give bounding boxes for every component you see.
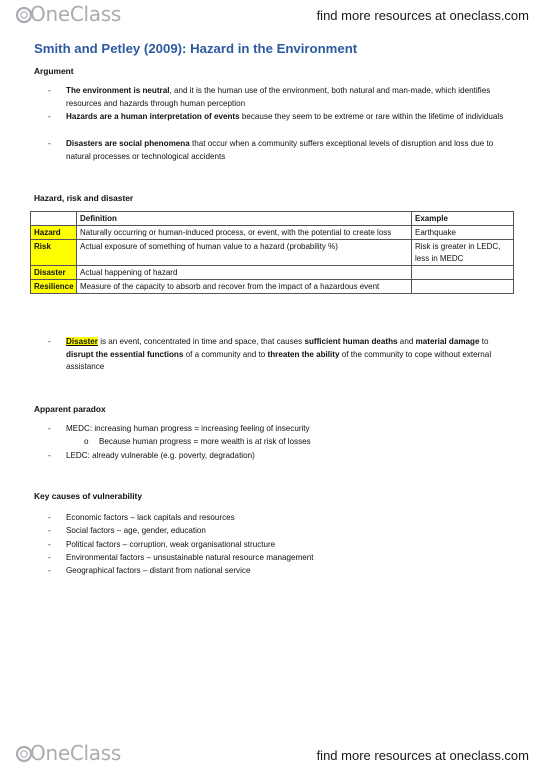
bullet: - (48, 566, 51, 575)
bullet: - (48, 526, 51, 535)
term-cell: Risk (31, 240, 77, 265)
bullet: - (48, 451, 51, 460)
example-cell: Risk is greater in LEDC, less in MEDC (412, 240, 514, 265)
disaster-definition (66, 336, 512, 374)
bold-run: sufficient human deaths (304, 337, 398, 346)
table-header-cell: Example (412, 212, 514, 226)
table-row (31, 240, 514, 265)
sub-bullet: o (84, 437, 89, 446)
table-row (31, 226, 514, 240)
bullet: - (48, 86, 51, 95)
text-run: of the community to cope without external assistance (66, 349, 492, 372)
text-run: is an event, concentrated in time and space, that causes (97, 337, 305, 346)
page-title: Smith and Petley (2009): Hazard in the Environment (34, 41, 358, 56)
oneclass-logo (15, 741, 121, 765)
bold-run: material damage (415, 337, 480, 346)
text-run: and (397, 337, 416, 346)
table-row (31, 265, 514, 279)
argument-item (66, 138, 512, 163)
oneclass-logo (15, 2, 121, 26)
text-run: of a community and to (183, 349, 268, 359)
hrd-heading: Hazard, risk and disaster (34, 193, 134, 203)
term-cell: Disaster (31, 265, 77, 279)
bullet: - (48, 424, 51, 433)
example-cell (412, 265, 514, 279)
bullet: - (48, 540, 51, 549)
hrd-table (30, 211, 514, 294)
paradox-ledc: LEDC: already vulnerable (e.g. poverty, degradation) (66, 451, 255, 460)
table-header-cell (31, 212, 77, 226)
argument-item-bold: The environment is neutral (66, 86, 170, 95)
list-item: Political factors – corruption, weak organisational structure (66, 540, 276, 549)
bold-run: disrupt the essential functions (66, 349, 184, 359)
table-header-row (31, 212, 514, 226)
paradox-heading: Apparent paradox (34, 404, 106, 414)
list-item: Geographical factors – distant from national service (66, 566, 251, 575)
argument-item-text: , and it is the human use of the environment, both natural and man-made, which identifies resources and hazards through human perception (66, 86, 491, 108)
example-cell (412, 280, 514, 294)
find-resources-link[interactable]: find more resources at oneclass.com (316, 8, 529, 23)
find-resources-link[interactable]: find more resources at oneclass.com (316, 748, 529, 763)
logo-text: OneClass (30, 741, 121, 765)
list-item: Environmental factors – unsustainable natural resource management (66, 553, 314, 562)
argument-item-bold: Disasters are social phenomena (66, 139, 190, 148)
argument-item-text: that occur when a community suffers exceptional levels of disruption and loss due to natural processes or technological accidents (66, 139, 494, 161)
table-header-cell: Definition (77, 212, 412, 226)
paradox-medc-sub: Because human progress = more wealth is at risk of losses (99, 437, 311, 446)
bold-run: threaten the ability (267, 349, 340, 359)
bullet: - (48, 553, 51, 562)
bullet: - (48, 513, 51, 522)
example-cell: Earthquake (412, 226, 514, 240)
logo-text: OneClass (30, 2, 121, 26)
bullet: - (48, 112, 51, 121)
argument-heading: Argument (34, 66, 74, 76)
bullet: - (48, 337, 51, 346)
argument-item-text: because they seem to be extreme or rare within the lifetime of individuals (239, 112, 504, 121)
disaster-term: Disaster (66, 337, 98, 346)
argument-item-bold: Hazards are a human interpretation of events (66, 112, 240, 121)
term-cell: Hazard (31, 226, 77, 240)
definition-cell: Measure of the capacity to absorb and recover from the impact of a hazardous event (77, 280, 412, 294)
list-item: Social factors – age, gender, education (66, 526, 206, 535)
table-row (31, 280, 514, 294)
text-run: to (479, 337, 489, 346)
definition-cell: Actual happening of hazard (77, 265, 412, 279)
list-item: Economic factors – lack capitals and resources (66, 513, 235, 522)
vulnerability-heading: Key causes of vulnerability (34, 491, 142, 501)
argument-item (66, 85, 512, 110)
argument-item (66, 111, 512, 124)
definition-cell: Actual exposure of something of human value to a hazard (probability %) (77, 240, 412, 265)
term-cell: Resilience (31, 280, 77, 294)
definition-cell: Naturally occurring or human-induced process, or event, with the potential to create loss (77, 226, 412, 240)
paradox-medc: MEDC: increasing human progress = increasing feeling of insecurity (66, 424, 310, 433)
bullet: - (48, 139, 51, 148)
